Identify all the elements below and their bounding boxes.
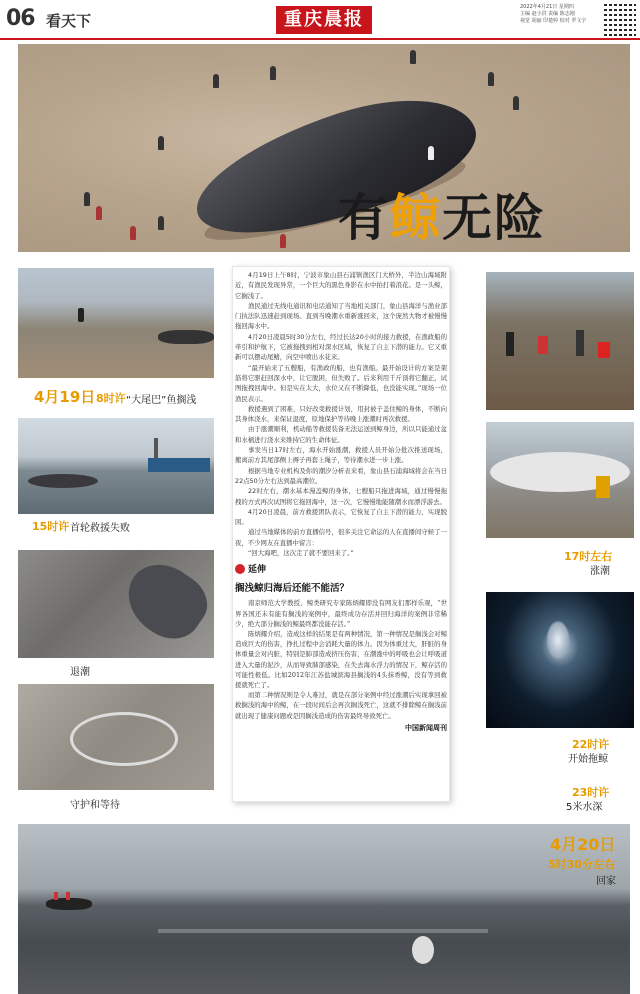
extension-label: 延伸 xyxy=(248,565,267,576)
caption-time-1700: 17时左右 xyxy=(564,550,613,563)
bullet-icon xyxy=(235,564,245,574)
caption-text-guard: 守护和等待 xyxy=(70,800,120,811)
paragraph: 22时左右，潮水基本漫盖鲸的身体，七艘船只拖进海域，通过慢慢拖拽的方式再次试图将它拖回海中，这一次，它慢慢地能随潮水而漂浮游去。 xyxy=(235,487,447,506)
caption-time-1500: 15时许 xyxy=(32,520,70,533)
photo-night-spout xyxy=(486,592,634,728)
paragraph: 而第二种情况则是令人难过，就是在部分案例中经过涨潮后实现拿回被救搁浅的海中的鲸，在一段时间后会再次搁浅死亡，这就不排除鲸在搁浅前就出现了健康问题或是因搁浅造成的伤害最终导致死亡。 xyxy=(235,691,447,720)
extension-text xyxy=(235,598,447,720)
photo-low-tide xyxy=(18,550,214,658)
paragraph: 根据当地专业机构及你的潮汐分析表来看，象山县石浦海域将会在当日22点50分左右达到最高潮位。 xyxy=(235,466,447,485)
photo-whale-returning-sea xyxy=(18,824,630,994)
paragraph: 南京师范大学教授、鲸类研究专家陈炳耀即没有网友们那样乐观，“世界各国还未有能有搁浅的案例中，最终成功存活并回归海洋的案例非常稀少，绝大部分搁浅的鲸最终都没能存活。” xyxy=(235,599,447,628)
paragraph: 救援遇到了困难，只好改变救援计划，用封被子盖住鲸的身体，不断向其身体浇水，来保证湿度，原地保护等待晚上涨潮时再次救援。 xyxy=(235,404,447,424)
article-source: 中国新闻周刊 xyxy=(405,723,447,732)
paragraph: 陈炳耀介绍，造成这样的结果是有两种情况，第一种情况是搁浅会对鲸造成巨大的伤害，挣扎过程中会消耗大量的体力。因为体重过大，肝脏的身体重量会对内脏，特别是肺部造成挤压伤害，在潮涨中的呼吸也会让呼吸道进入大量的泥沙，从而导致肺部感染，在失去海水浮力的情况下，鲸存活的可能性极低。比如2012年江苏盐城滨海县搁浅的4头抹香鲸，没有等到救援就死亡了。 xyxy=(235,629,447,689)
caption-time-0800: 8时许 xyxy=(96,392,126,405)
caption-date-0420: 4月20日 xyxy=(550,835,616,854)
issue-date: 2022年4月21日 星期四 xyxy=(520,4,574,10)
caption-text-low-tide: 退潮 xyxy=(70,667,90,678)
photo-high-tide xyxy=(486,422,634,538)
caption-text-home: 回家 xyxy=(596,876,616,887)
caption-text-beached: “大尾巴”鱼搁浅 xyxy=(126,395,197,406)
headline-post: 无险 xyxy=(442,189,546,247)
paragraph: 事发当日17时左右，海水开始涨潮，救援人员开始分批次推送现场，搬离前方其尾部侧上褥子再套上绳子，等待潮水进一步上涨。 xyxy=(235,446,447,465)
paragraph: 渔民通过无线电通讯和电话通知了当地相关部门，象山县海洋与渔业部门执法队迅速赶到现场。直到当晚潮水重新涨回来，这个庞然大物才被慢慢拖回海水中。 xyxy=(235,301,447,331)
article-main-text xyxy=(235,270,447,558)
paragraph: 4月19日上午8时，宁波市象山县石浦镇渔区门大桥外，半边山海域附近，有渔民发现异常，一个巨大的黑色身影在水中拍打着浪花。是一头鲸，它搁浅了。 xyxy=(235,271,447,300)
issue-editors: 主编 赵小洪 责编 陈志刚 xyxy=(520,11,575,17)
section-title: 看天下 xyxy=(46,12,92,30)
caption-text-tow-start: 开始拖鲸 xyxy=(568,754,608,765)
photo-rescuers xyxy=(486,272,634,410)
extension-title: 搁浅鲸归海后还能不能活？ xyxy=(235,583,350,595)
photo-first-rescue xyxy=(18,418,214,514)
paragraph: “回大海吧，这次走了就不要回来了。” xyxy=(248,549,354,558)
photo-whale-beached-morning xyxy=(18,268,214,378)
paragraph: “最开始来了五艘船，有渔政的船，也有渔船。最开始设计的方案是架筋将它驱赶回深水中，让它脱困，但失败了。后来利用千斤顶将它翻正，试图拖拽回海中。但是实在太大，水位又在不断降低，也没能实现。”现场一位渔民表示。 xyxy=(235,363,447,403)
photo-guarding xyxy=(18,684,214,790)
issue-staff: 视觉 胡丽 印楚婷 校对 罗文宇 xyxy=(520,18,587,24)
headline-pre: 有 xyxy=(338,189,390,247)
header-divider xyxy=(0,38,640,40)
paragraph: 由于涨潮顺利，机动船等救援装备无法运送到鲸身边，所以只能通过盆和水桶进行浇水来维持它的生命体征。 xyxy=(235,425,447,444)
caption-time-2300: 23时许 xyxy=(572,786,610,799)
headline xyxy=(338,178,546,250)
paragraph: 通过当地媒体的前方直播信号，很多关注它命运的人在直播间守候了一夜，不少网友在直播中留言： xyxy=(235,528,447,547)
caption-text-tide-rise: 涨潮 xyxy=(590,566,610,577)
extension-heading xyxy=(235,562,447,575)
caption-date-0419: 4月19日 xyxy=(34,388,96,406)
page-number: 06 xyxy=(6,6,35,31)
caption-text-depth: 5米水深 xyxy=(566,802,603,813)
newspaper-logo: 重庆晨报 xyxy=(276,6,372,34)
caption-time-2200: 22时许 xyxy=(572,738,610,751)
caption-time-0530: 5时30分左右 xyxy=(548,858,615,871)
issue-meta xyxy=(520,4,600,25)
article-body xyxy=(232,266,450,802)
headline-highlight: 鲸 xyxy=(390,189,442,247)
paragraph: 4月20日凌晨，前方救援团队表示，它恢复了自主下潜的能力，实现脱困。 xyxy=(235,507,447,527)
caption-text-first-fail: 首轮救援失败 xyxy=(70,523,130,534)
paragraph: 4月20日凌晨5时30分左右，经过长达20小时的接力救援，在渔政船的牵引和护航下，它被拖拽到相对深水区域，恢复了自主下潜的能力。它又重新可以摆动尾鳍，向空中喷出水花来。 xyxy=(235,332,447,362)
qr-code-overlay xyxy=(604,4,636,36)
